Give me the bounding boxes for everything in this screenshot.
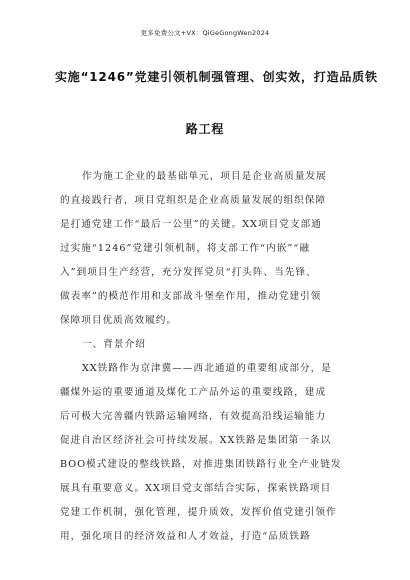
paragraph-line: 保障项目优质高效履约。 [60,315,178,326]
paragraph-line: BOO模式建设的整线铁路，对推进集团铁路行业全产业链发 [60,459,342,470]
paragraph-line: 用，强化项目的经济效益和人才效益，打造“品质铁路 [60,531,311,542]
paragraph-line: XX铁路作为京津冀——西北通道的重要组成部分，是 [82,363,332,374]
paragraph-line: 的直接践行者，项目党组织是企业高质量发展的组织保障 [60,195,327,206]
paragraph-line: 党建工作机制，强化管理，提升质效，发挥价值党建引领作 [60,507,337,518]
paragraph-line: 疆煤外运的重要通道及煤化工产品外运的重要线路，建成 [60,387,327,398]
paragraph-line: 展具有重要意义。XX项目党支部结合实际，探索铁路项目 [60,483,332,494]
paragraph-line: 后可极大完善疆内铁路运输网络，有效提高沿线运输能力 [60,411,327,422]
paragraph-line: 是打通党建工作“最后一公里”的关键。XX项目党支部通 [60,219,322,230]
paragraph-line: 促进自治区经济社会可持续发展。XX铁路是集团第一条以 [60,435,332,446]
paragraph-line: 入”到项目生产经营，充分发挥党员“打头阵、当先锋、 [60,267,317,278]
section-heading: 一、背景介绍 [82,339,146,350]
document-title-line-1: 实施“1246”党建引领机制强管理、创实效，打造品质铁 [55,70,378,84]
paragraph-line: 作为施工企业的最基础单元，项目是企业高质量发展 [82,171,327,182]
document-title-line-2: 路工程 [185,122,225,136]
paragraph-line: 做表率”的模范作用和支部战斗堡垒作用，推动党建引领 [60,291,322,302]
header-watermark-text: 更多免费公文+VX：QiGeGongWen2024 [140,29,270,37]
paragraph-line: 过实施“1246”党建引领机制，将支部工作“内嵌”“融 [60,243,310,254]
